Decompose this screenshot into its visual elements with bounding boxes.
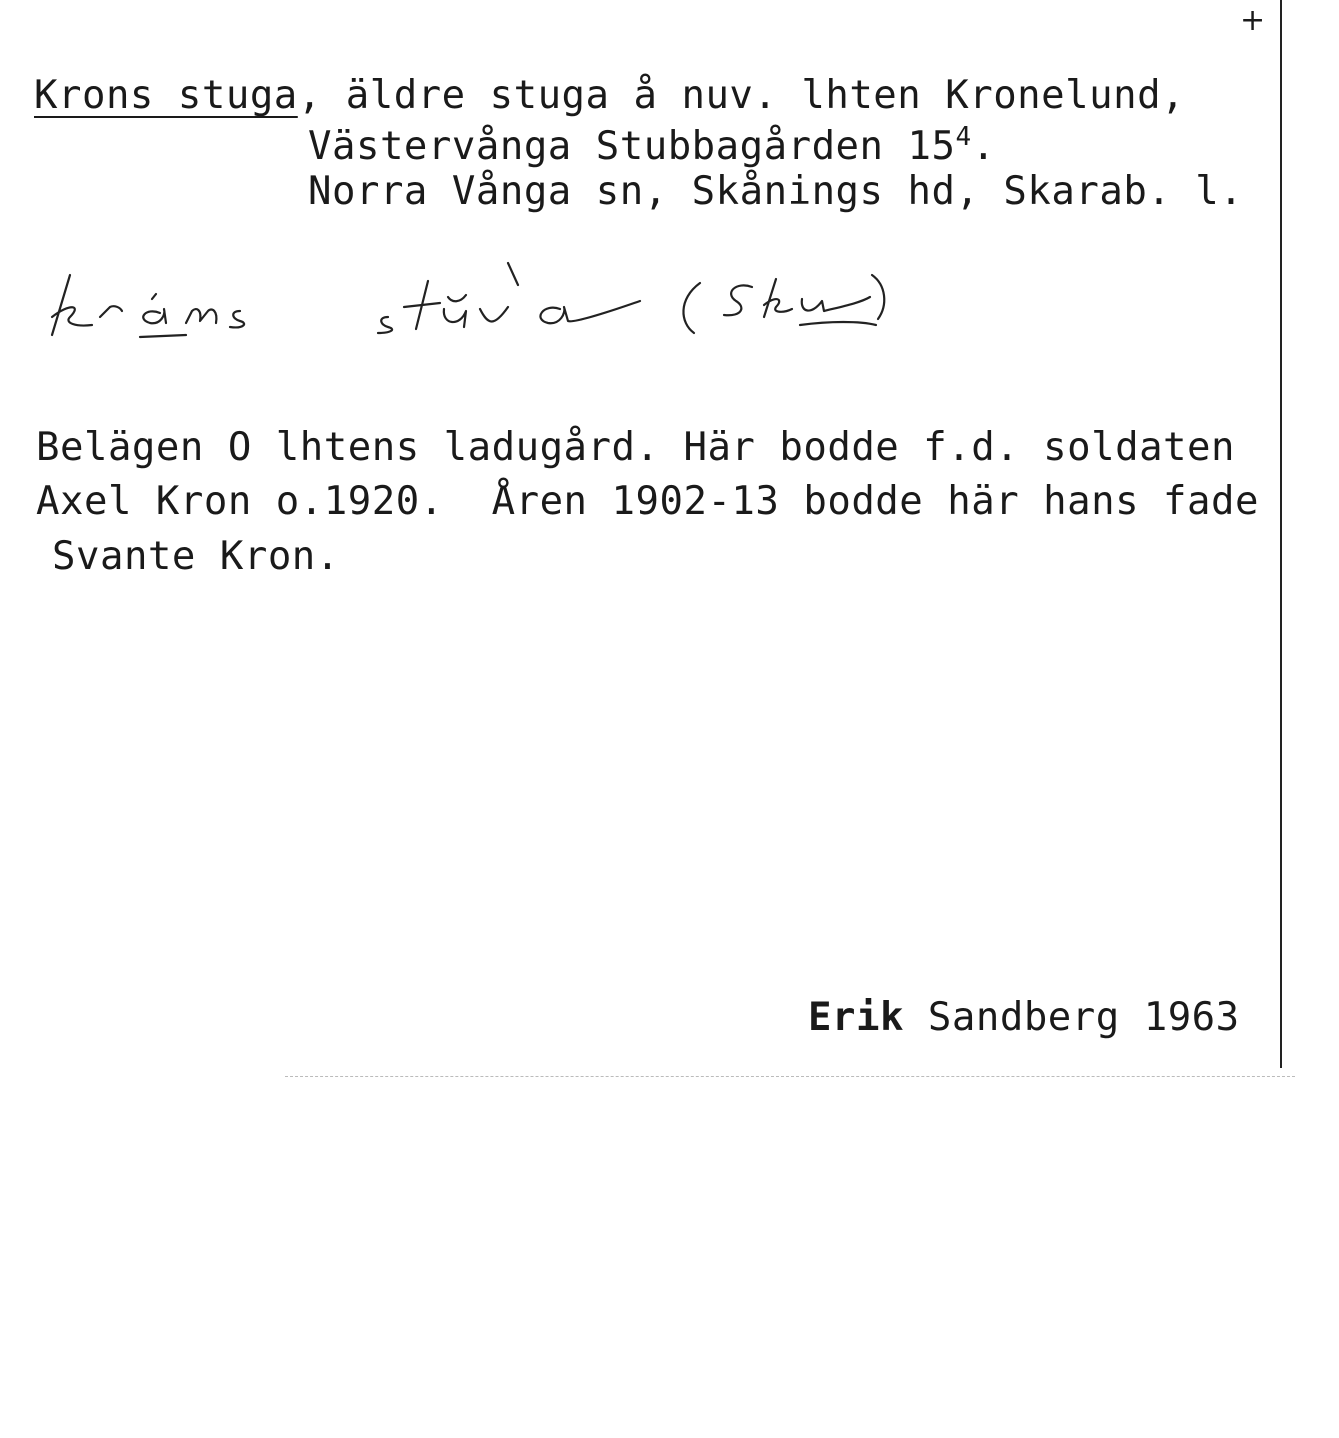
body-line-1: Belägen O lhtens ladugård. Här bodde f.d. soldaten bbox=[36, 425, 1235, 470]
header-line-3: Norra Vånga sn, Skånings hd, Skarab. l. bbox=[308, 169, 1244, 214]
corner-plus-mark: + bbox=[1240, 3, 1266, 38]
header-line-2-end: . bbox=[971, 124, 996, 169]
header-line-1-rest: , äldre stuga å nuv. lhten Kronelund, bbox=[297, 73, 1186, 118]
handwritten-pronunciation bbox=[40, 255, 900, 355]
body-line-3: Svante Kron. bbox=[52, 534, 340, 579]
place-name-title: Krons stuga bbox=[34, 73, 298, 118]
card-right-edge bbox=[1280, 0, 1282, 1068]
signature bbox=[808, 995, 1240, 1040]
header-line-2-main: Västervånga Stubbagården 15 bbox=[308, 124, 956, 169]
header-line-1 bbox=[34, 73, 1186, 118]
card-bottom-edge bbox=[285, 1076, 1295, 1077]
signature-rest: Sandberg 1963 bbox=[903, 995, 1240, 1040]
signature-first-name: Erik bbox=[808, 995, 904, 1040]
header-line-2-sup: 4 bbox=[955, 122, 972, 152]
header-line-2 bbox=[308, 122, 996, 169]
body-line-2: Axel Kron o.1920. Åren 1902-13 bodde här hans fade bbox=[36, 479, 1259, 524]
